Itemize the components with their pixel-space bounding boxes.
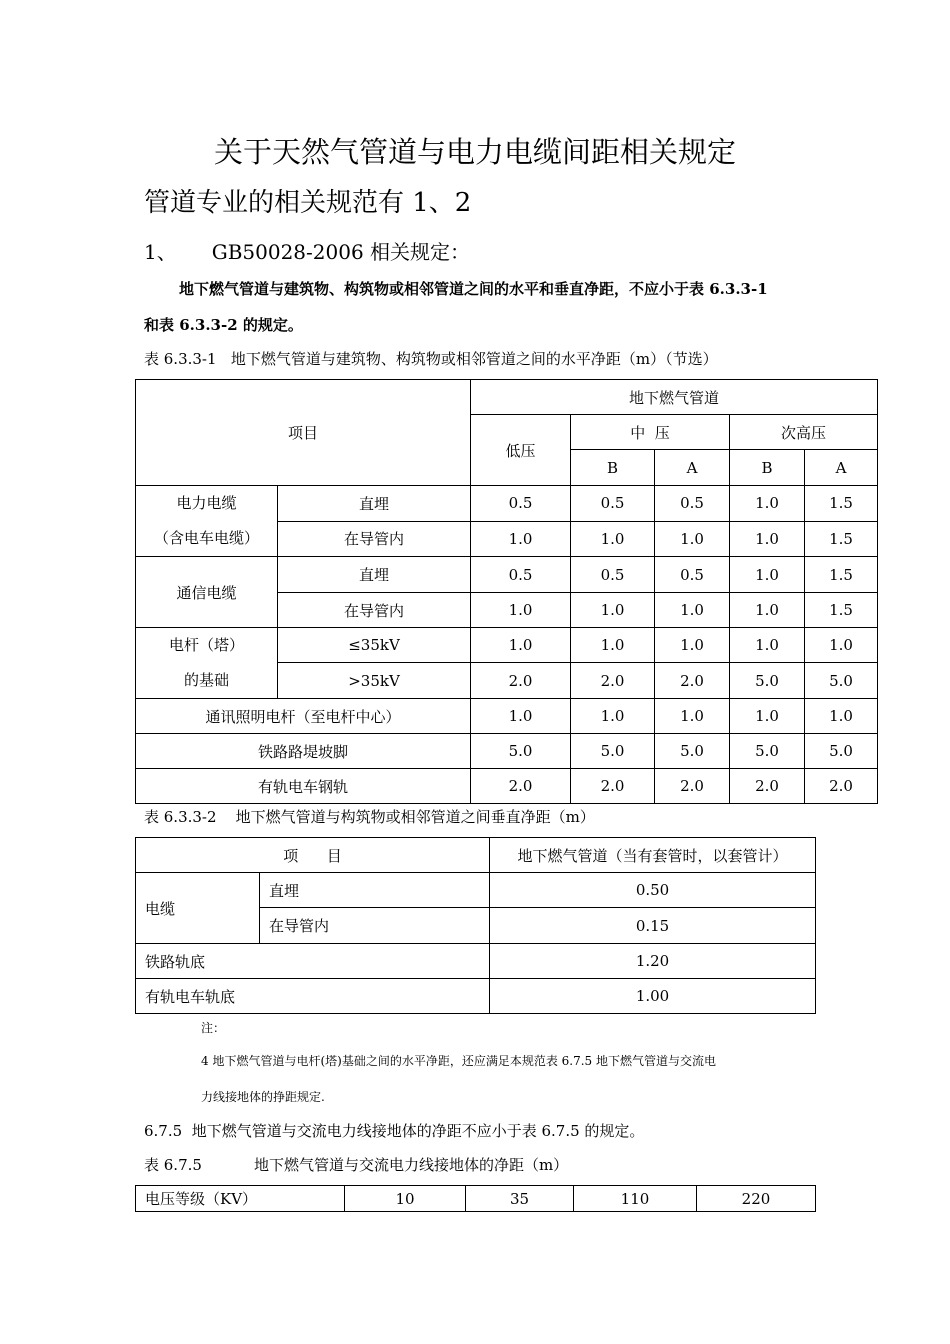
t2-cell: 0.15: [490, 908, 816, 944]
t3-col: 35: [466, 1186, 574, 1212]
table3-caption-number: 表 6.7.5: [144, 1156, 202, 1174]
table1: [135, 379, 878, 804]
t1-sub: >35kV: [278, 663, 471, 699]
t2-cell: 1.00: [490, 979, 816, 1014]
t1-cell: 2.0: [730, 769, 805, 804]
t1-cell: 0.5: [571, 557, 655, 593]
t2-sub: 直埋: [260, 873, 490, 908]
t1-cell: 2.0: [655, 663, 730, 699]
t2-header-item: 项 目: [136, 838, 490, 873]
t1-sub: 通讯照明电杆（至电杆中心）: [136, 699, 471, 734]
t1-cell: 0.5: [471, 486, 571, 522]
table-row: [136, 873, 816, 908]
t1-cell: 5.0: [571, 734, 655, 769]
table-row: [136, 944, 816, 979]
t1-cell: 1.0: [730, 486, 805, 522]
t1-cell: 5.0: [655, 734, 730, 769]
t2-cell: 1.20: [490, 944, 816, 979]
t1-cell: 0.5: [655, 557, 730, 593]
t1-cell: 1.5: [805, 521, 878, 557]
table-row: [136, 628, 878, 663]
t1-cell: 5.0: [805, 734, 878, 769]
t1-group-power: [136, 486, 278, 557]
t1-cell: 2.0: [655, 769, 730, 804]
t3-col: 110: [574, 1186, 697, 1212]
t1-header-gas: 地下燃气管道: [471, 380, 878, 415]
t1-cell: 5.0: [805, 663, 878, 699]
t1-cell: 1.0: [571, 593, 655, 628]
t3-header-label: 电压等级（KV）: [136, 1186, 345, 1212]
t1-cell: 2.0: [805, 769, 878, 804]
t1-header-item: 项目: [136, 380, 471, 486]
t1-cell: 0.5: [471, 557, 571, 593]
table-row: [136, 734, 878, 769]
table1-caption: 表 6.3.3-1 地下燃气管道与建筑物、构筑物或相邻管道之间的水平净距（m）（节选）: [144, 350, 718, 368]
t1-sub: 有轨电车钢轨: [136, 769, 471, 804]
table2-caption: 表 6.3.3-2 地下燃气管道与构筑物或相邻管道之间垂直净距（m）: [144, 808, 595, 826]
t1-cell: 1.0: [805, 699, 878, 734]
t1-cell: 1.5: [805, 557, 878, 593]
table3-caption: [144, 1154, 568, 1175]
t2-header-gas: 地下燃气管道（当有套管时，以套管计）: [490, 838, 816, 873]
t1-cell: 1.0: [730, 593, 805, 628]
t2-item: 铁路轨底: [136, 944, 490, 979]
t1-group-pole-line2: 的基础: [183, 671, 229, 689]
t1-cell: 0.5: [571, 486, 655, 522]
t3-col: 220: [697, 1186, 816, 1212]
t1-cell: 1.0: [655, 593, 730, 628]
t1-cell: 1.0: [471, 628, 571, 663]
note-line-2: 力线接地体的挣距规定.: [201, 1090, 325, 1104]
t1-header-sub: 次高压: [730, 415, 878, 450]
t1-cell: 5.0: [730, 663, 805, 699]
t1-sub: 直埋: [278, 486, 471, 522]
t1-cell: 2.0: [471, 769, 571, 804]
t1-sub: ≤35kV: [278, 628, 471, 663]
t1-cell: 1.5: [805, 593, 878, 628]
t1-cell: 2.0: [471, 663, 571, 699]
t1-sub: 铁路路堤坡脚: [136, 734, 471, 769]
t2-item: 有轨电车轨底: [136, 979, 490, 1014]
paragraph-line-2: 和表 6.3.3-2 的规定。: [144, 316, 303, 334]
t1-cell: 1.0: [655, 521, 730, 557]
t1-cell: 1.0: [730, 628, 805, 663]
table-row: [136, 557, 878, 593]
t1-cell: 1.0: [571, 699, 655, 734]
t1-cell: 1.0: [655, 628, 730, 663]
paragraph-675: 6.7.5 地下燃气管道与交流电力线接地体的净距不应小于表 6.7.5 的规定。: [144, 1122, 645, 1140]
table-row: [136, 1186, 816, 1212]
section-text: GB50028-2006 相关规定：: [211, 240, 471, 264]
t1-cell: 1.0: [730, 521, 805, 557]
note-line-1: 4 地下燃气管道与电杆(塔)基础之间的水平净距，还应满足本规范表 6.7.5 地下燃气管道与交流电: [201, 1054, 716, 1068]
t1-sub: 在导管内: [278, 593, 471, 628]
t1-group-power-line2: （含电车电缆）: [153, 529, 259, 547]
t1-cell: 1.0: [655, 699, 730, 734]
t1-group-power-line1: 电力电缆: [176, 494, 237, 512]
t1-cell: 1.0: [730, 699, 805, 734]
table2: [135, 837, 816, 1014]
t1-header-a1: A: [655, 450, 730, 486]
t1-cell: 1.0: [471, 593, 571, 628]
section-number: 1、: [144, 240, 177, 264]
t1-sub: 直埋: [278, 557, 471, 593]
t1-cell: 1.0: [730, 557, 805, 593]
paragraph-line-1: 地下燃气管道与建筑物、构筑物或相邻管道之间的水平和垂直净距，不应小于表 6.3.3-1: [179, 280, 768, 298]
t1-group-comm: 通信电缆: [136, 557, 278, 628]
t1-cell: 2.0: [571, 769, 655, 804]
t1-header-low: 低压: [471, 415, 571, 486]
t1-header-a2: A: [805, 450, 878, 486]
t1-cell: 1.0: [571, 628, 655, 663]
t1-group-pole: [136, 628, 278, 699]
t2-cell: 0.50: [490, 873, 816, 908]
t1-group-pole-line1: 电杆（塔）: [168, 636, 244, 654]
t1-cell: 1.0: [571, 521, 655, 557]
t1-cell: 5.0: [471, 734, 571, 769]
t1-cell: 1.5: [805, 486, 878, 522]
table3-caption-text: 地下燃气管道与交流电力线接地体的净距（m）: [253, 1156, 569, 1174]
table-row: [136, 979, 816, 1014]
t2-sub: 在导管内: [260, 908, 490, 944]
note-label: 注：: [201, 1021, 226, 1035]
section-heading: [144, 236, 470, 265]
t1-sub: 在导管内: [278, 521, 471, 557]
t1-header-b2: B: [730, 450, 805, 486]
t1-cell: 1.0: [471, 699, 571, 734]
page-title: 关于天然气管道与电力电缆间距相关规定: [213, 135, 736, 169]
t1-cell: 1.0: [805, 628, 878, 663]
t1-header-b1: B: [571, 450, 655, 486]
t3-col: 10: [345, 1186, 466, 1212]
subtitle: 管道专业的相关规范有 1、2: [144, 188, 472, 218]
t2-group-cable: 电缆: [136, 873, 260, 944]
table-row: [136, 486, 878, 522]
t1-cell: 5.0: [730, 734, 805, 769]
t1-header-mid: 中 压: [571, 415, 730, 450]
t1-cell: 1.0: [471, 521, 571, 557]
table-row: [136, 699, 878, 734]
table-row: [136, 769, 878, 804]
table3: [135, 1185, 816, 1212]
t1-cell: 2.0: [571, 663, 655, 699]
t1-cell: 0.5: [655, 486, 730, 522]
